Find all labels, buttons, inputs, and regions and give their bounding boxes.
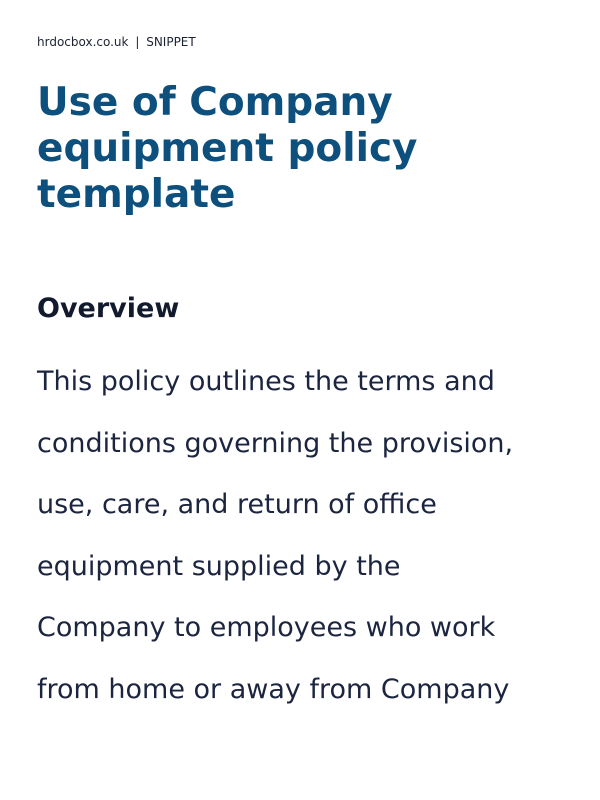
- paragraph-line: equipment supplied by the: [37, 550, 401, 582]
- paragraph-line: from home or away from Company: [37, 673, 510, 705]
- source-label: [37, 35, 196, 49]
- paragraph-line: use, care, and return of office: [37, 489, 437, 520]
- page-title: Use of Company equipment policy template: [37, 80, 418, 217]
- paragraph-line: conditions governing the provision,: [37, 427, 514, 459]
- overview-paragraph: [37, 351, 567, 720]
- site-name: hrdocbox.co.uk: [37, 35, 129, 49]
- paragraph-line: Company to employees who work: [37, 612, 496, 643]
- paragraph-line: This policy outlines the terms and: [37, 366, 495, 397]
- snippet-tag: SNIPPET: [146, 35, 196, 49]
- separator: |: [135, 35, 140, 49]
- section-heading-overview: Overview: [37, 293, 180, 324]
- document-page: [37, 0, 577, 800]
